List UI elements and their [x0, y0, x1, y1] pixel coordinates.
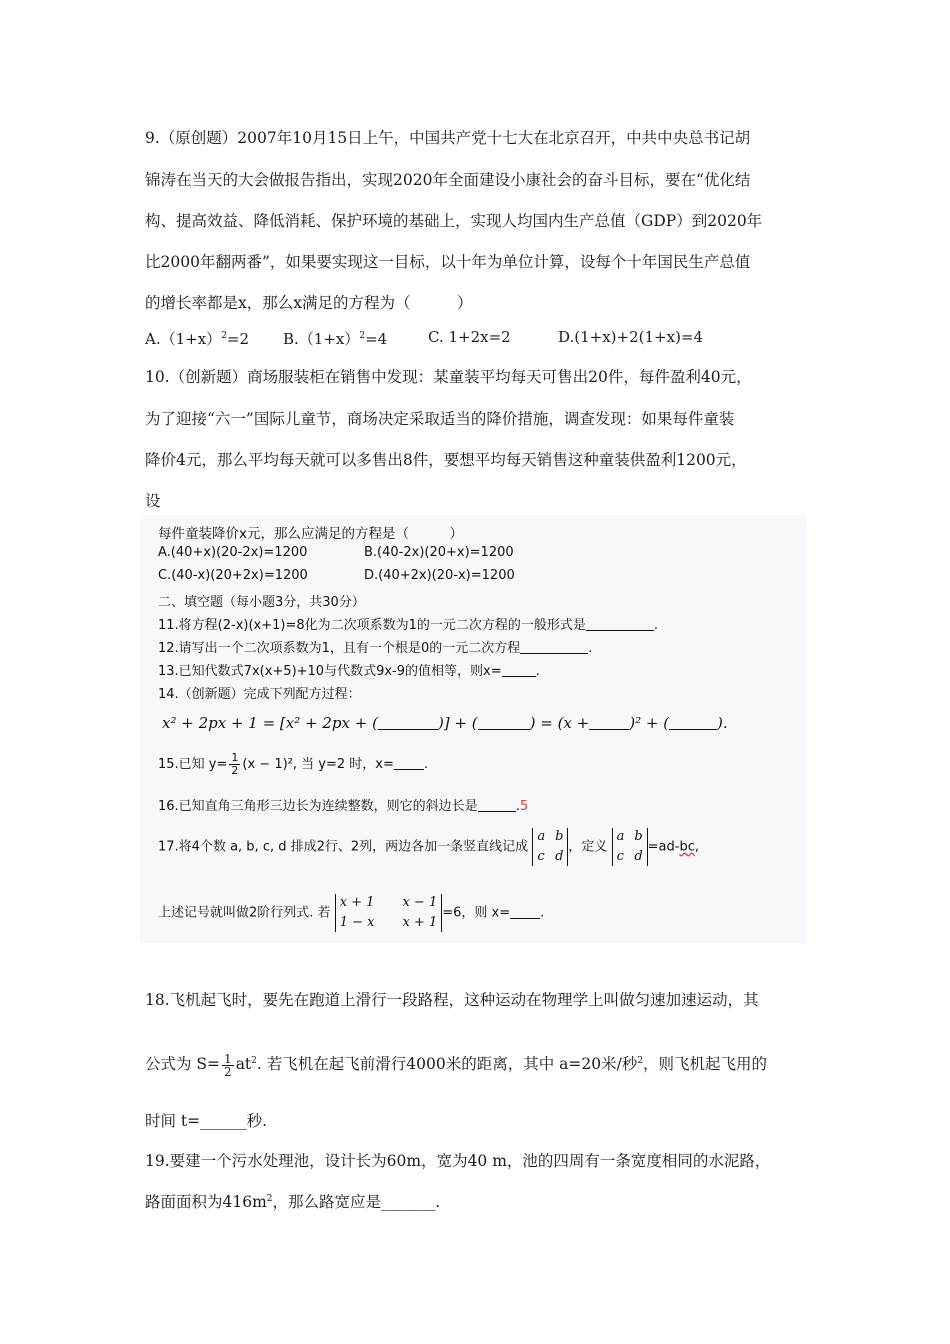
q18-line-1: 18.飞机起飞时，要先在跑道上滑行一段路程，这种运动在物理学上叫做匀速加速运动，其 — [145, 991, 759, 1009]
q14-formula: x² + 2px + 1 = [x² + 2px + ( )] + ( ) = (x + )² + ( ). — [162, 714, 728, 732]
q19-line-2: 路面面积为$416m^2$，那么路宽应是_______. — [145, 1193, 441, 1211]
q10-option-a: A.(40+x)(20-2x)=1200 — [158, 545, 308, 560]
q13-blank[interactable] — [502, 664, 536, 677]
q12-blank[interactable] — [520, 641, 588, 654]
question-16: 16.已知直角三角形三边长为连续整数，则它的斜边长是 .5 — [158, 799, 529, 814]
q9-line-5: 的增长率都是x，那么x满足的方程为（ ） — [145, 294, 473, 312]
q18-blank[interactable]: ______ — [200, 1112, 247, 1130]
q9-line-4: 比2000年翻两番”，如果要实现这一目标，以十年为单位计算，设每个十年国民生产总值 — [145, 253, 751, 271]
q11-blank[interactable] — [586, 618, 654, 631]
question-13: 13.已知代数式7x(x+5)+10与代数式9x-9的值相等，则x= . — [158, 664, 540, 679]
question-15: 15.已知 y= $\frac{1}{2}$ (x − 1)², 当 y=2 时，x= . — [158, 751, 428, 777]
question-12: 12.请写出一个二次项系数为1，且有一个根是0的一元二次方程 . — [158, 641, 593, 656]
q9-option-a: $A.(1+x)^2=2$ — [145, 330, 250, 348]
q17-blank[interactable] — [510, 906, 540, 919]
q9-options — [145, 328, 805, 348]
q9-line-3: 构、提高效益、降低消耗、保护环境的基础上，实现人均国内生产总值（GDP）到2020年 — [145, 212, 763, 230]
q10-line-3: 降价4元，那么平均每天就可以多售出8件，要想平均每天销售这种童装供盈利1200元， — [145, 451, 747, 469]
question-14: 14.（创新题）完成下列配方过程： — [158, 687, 361, 702]
q17-determinant-equation: x + 1 x − 1 1 − x x + 1 — [335, 894, 443, 932]
section-heading: 二、填空题（每小题3分，共30分） — [158, 595, 365, 610]
q9-line-2: 锦涛在当天的大会做报告指出，实现2020年全面建设小康社会的奋斗目标，要在“优化结 — [145, 171, 751, 189]
q10-continuation: 每件童装降价x元，那么应满足的方程是（ ） — [158, 526, 463, 542]
q19-blank[interactable]: _______ — [381, 1193, 436, 1211]
q10-line-1: 10.（创新题）商场服装柜在销售中发现：某童装平均每天可售出20件，每件盈利40元， — [145, 368, 752, 386]
q18-line-2: 公式为 S= $\frac{1}{2}$ $at^2$. 若飞机在起飞前滑行4000米的距离，其中 a=20米/秒$^2$，则飞机起飞用的 — [145, 1051, 768, 1079]
q9-option-c: C. 1+2x=2 — [428, 328, 511, 346]
q17-determinant-definition: a b c d — [612, 828, 648, 866]
q9-option-b: $B.(1+x)^2=4$ — [283, 330, 388, 348]
q10-option-c: C.(40-x)(20+2x)=1200 — [158, 568, 308, 583]
q10-option-b: B.(40-2x)(20+x)=1200 — [364, 545, 514, 560]
q18-line-3: 时间 t=______秒. — [145, 1112, 268, 1130]
q9-option-d: D.(1+x)+2(1+x)=4 — [558, 328, 704, 346]
q14-blank-2[interactable] — [478, 717, 530, 730]
q19-line-1: 19.要建一个污水处理池，设计长为60m，宽为40 m，池的四周有一条宽度相同的水泥路， — [145, 1152, 771, 1170]
q14-blank-1[interactable] — [378, 717, 438, 730]
q17-determinant-notation: a b c d — [532, 828, 568, 866]
q16-answer: 5 — [519, 799, 529, 814]
q10-option-d: D.(40+2x)(20-x)=1200 — [364, 568, 515, 583]
question-11: 11.将方程(2-x)(x+1)=8化为二次项系数为1的一元二次方程的一般形式是 . — [158, 618, 659, 633]
q9-line-1: 9.（原创题）2007年10月15日上午，中国共产党十七大在北京召开，中共中央总书记胡 — [145, 129, 751, 147]
q15-blank[interactable] — [394, 757, 424, 770]
q14-blank-3[interactable] — [589, 717, 629, 730]
q10-line-2: 为了迎接“六一”国际儿童节，商场决定采取适当的降价措施，调查发现：如果每件童装 — [145, 410, 735, 428]
q14-blank-4[interactable] — [669, 717, 717, 730]
q18-fraction: $\frac{1}{2}$ — [224, 1051, 232, 1079]
q10-line-4: 设 — [145, 492, 161, 510]
question-17-continued: 上述记号就叫做2阶行列式. 若 x + 1 x − 1 1 − x x + 1 =6，则 x= . — [158, 895, 545, 930]
q15-fraction: $\frac{1}{2}$ — [231, 751, 239, 777]
q16-blank[interactable] — [478, 799, 516, 812]
question-17: 17.将4个数 a, b, c, d 排成2行、2列，两边各加一条竖直线记成 a b c d ，定义 a b c d =ad-bc, — [158, 829, 700, 864]
